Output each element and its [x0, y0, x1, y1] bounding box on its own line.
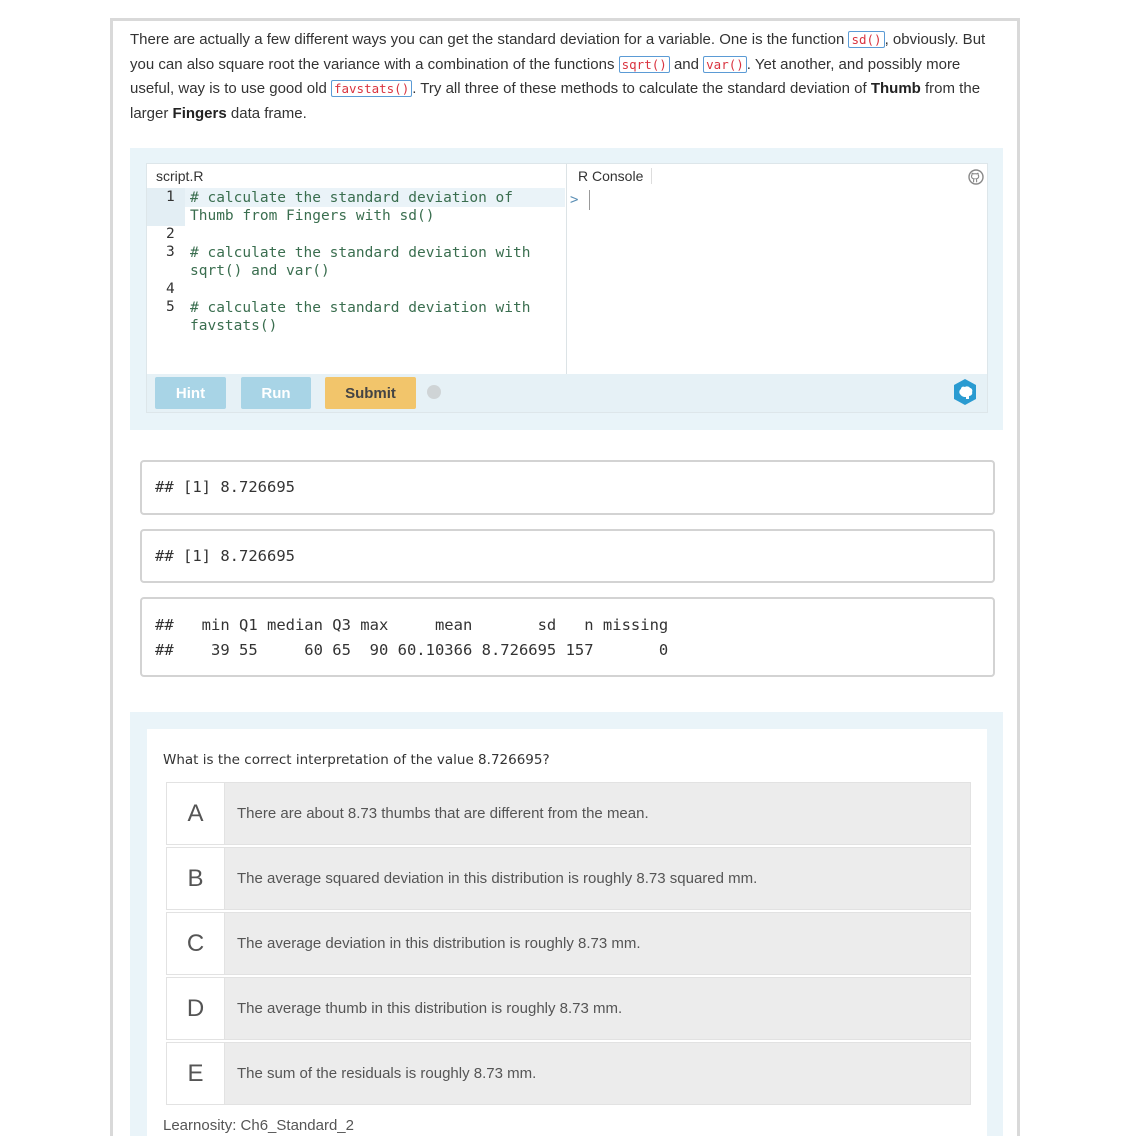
tab-script[interactable]: script.R	[156, 168, 204, 184]
option-text: The average deviation in this distribution is roughly 8.73 mm.	[237, 935, 641, 952]
output-block	[140, 597, 995, 677]
tab-console[interactable]: R Console	[578, 168, 652, 184]
output-values: ## 39 55 60 65 90 60.10366 8.726695 157 0	[155, 641, 669, 659]
intro-text-1: There are actually a few different ways you can get the standard deviation for a variable. One is the function	[130, 31, 849, 48]
output-block	[140, 529, 995, 583]
option-text: The sum of the residuals is roughly 8.73 mm.	[237, 1065, 537, 1082]
code-chip-favstats: favstats()	[331, 80, 412, 97]
code-comment[interactable]: Thumb from Fingers with sd()	[190, 208, 435, 224]
code-chip-sd: sd()	[848, 31, 884, 48]
console-prompt: >	[570, 192, 579, 208]
option-letter: D	[167, 978, 225, 1039]
hint-button[interactable]: Hint	[155, 377, 226, 409]
output-block	[140, 460, 995, 515]
submit-button[interactable]: Submit	[325, 377, 416, 409]
learnosity-reference: Learnosity: Ch6_Standard_2	[163, 1117, 354, 1134]
option-letter: B	[167, 848, 225, 909]
code-comment[interactable]: # calculate the standard deviation of	[190, 190, 514, 206]
console-cursor[interactable]	[589, 190, 590, 210]
line-number: 5	[166, 299, 175, 315]
code-comment[interactable]: # calculate the standard deviation with	[190, 245, 531, 261]
brain-icon[interactable]	[952, 378, 978, 406]
github-icon[interactable]	[968, 169, 984, 185]
output-header: ## min Q1 median Q3 max mean sd n missing	[155, 616, 669, 634]
status-indicator	[427, 385, 441, 399]
answer-option-e[interactable]	[166, 1042, 971, 1105]
option-text: The average squared deviation in this distribution is roughly 8.73 squared mm.	[237, 870, 758, 887]
answer-option-d[interactable]	[166, 977, 971, 1040]
option-text: There are about 8.73 thumbs that are different from the mean.	[237, 805, 649, 822]
intro-text-4: . Yet another, and possibly more useful, way is to use good old	[130, 55, 961, 97]
option-text: The average thumb in this distribution is roughly 8.73 mm.	[237, 1000, 623, 1017]
line-number: 2	[166, 226, 175, 242]
intro-text-6: from the larger	[130, 80, 981, 122]
line-number: 4	[166, 281, 175, 297]
option-letter: C	[167, 913, 225, 974]
run-button[interactable]: Run	[241, 377, 311, 409]
code-chip-sqrt: sqrt()	[619, 56, 670, 73]
code-chip-var: var()	[703, 56, 747, 73]
instructions-text	[130, 28, 992, 126]
option-letter: A	[167, 783, 225, 844]
answer-option-b[interactable]	[166, 847, 971, 910]
question-prompt: What is the correct interpretation of the value 8.726695?	[163, 752, 550, 768]
output-text: ## [1] 8.726695	[155, 547, 295, 565]
editor-divider	[566, 164, 567, 374]
dataframe-fingers: Fingers	[172, 104, 227, 122]
answer-option-a[interactable]	[166, 782, 971, 845]
code-comment[interactable]: sqrt() and var()	[190, 263, 330, 279]
code-comment[interactable]: # calculate the standard deviation with	[190, 300, 531, 316]
intro-text-3: and	[669, 55, 704, 73]
line-number: 1	[166, 189, 175, 205]
answer-option-c[interactable]	[166, 912, 971, 975]
intro-text-5: . Try all three of these methods to calculate the standard deviation of	[412, 80, 871, 97]
intro-text-7: data frame.	[226, 104, 307, 122]
option-letter: E	[167, 1043, 225, 1104]
variable-thumb: Thumb	[870, 80, 921, 97]
line-number: 3	[166, 244, 175, 260]
code-comment[interactable]: favstats()	[190, 318, 278, 334]
output-text: ## [1] 8.726695	[155, 478, 295, 496]
intro-text-2: , obviously. But you can also square root the variance with a combination of the functions	[130, 31, 986, 73]
